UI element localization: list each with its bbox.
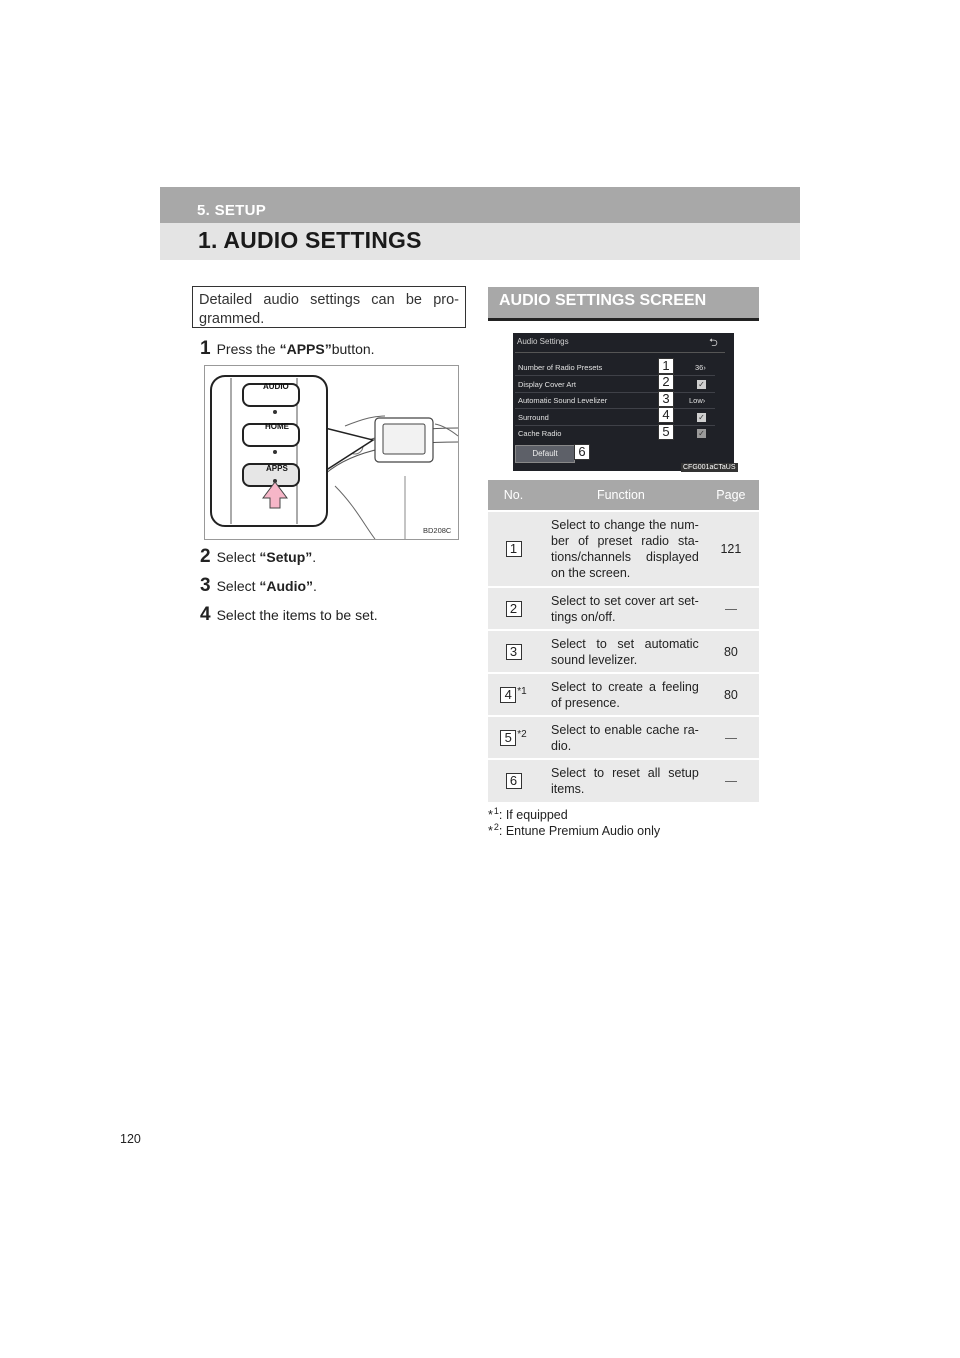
dash-icon <box>725 781 737 782</box>
footnote-mark: * <box>488 824 493 839</box>
step-text-pre: Select <box>216 578 256 594</box>
screen-row-label: Cache Radio <box>518 429 562 438</box>
step-text-post: . <box>313 578 317 594</box>
row-number-cell <box>488 759 539 802</box>
row-page-dash <box>703 716 759 759</box>
row-number-cell <box>488 716 539 759</box>
callout-4: 4 <box>658 407 674 423</box>
row-number: 5 <box>500 730 516 746</box>
col-header-function: Function <box>539 480 703 511</box>
dashboard-drawing <box>205 366 458 539</box>
screen-row-value: Low› <box>689 396 706 405</box>
footnote-text: : If equipped <box>498 808 568 823</box>
divider <box>515 425 715 426</box>
step-keyword: “Audio” <box>259 578 314 594</box>
step-text: Select the items to be set. <box>216 607 378 623</box>
row-page: 121 <box>703 511 759 587</box>
row-number: 1 <box>506 541 522 557</box>
row-number-cell <box>488 630 539 673</box>
row-function: Select to enable cache ra-dio. <box>539 716 703 759</box>
step-number: 2 <box>200 546 211 567</box>
row-number: 6 <box>506 773 522 789</box>
checkbox-checked-icon: ✓ <box>698 380 705 389</box>
page-number: 120 <box>120 1132 141 1146</box>
row-page-dash <box>703 759 759 802</box>
home-button-label: HOME <box>265 422 289 431</box>
page-title: 1. AUDIO SETTINGS <box>198 227 422 253</box>
table-row <box>488 511 759 587</box>
step-3 <box>200 575 317 597</box>
table-row <box>488 587 759 630</box>
table-row <box>488 673 759 716</box>
row-function: Select to set cover art set-tings on/off. <box>539 587 703 630</box>
row-function: Select to set automatic sound levelizer. <box>539 630 703 673</box>
step-number: 4 <box>200 604 211 625</box>
screen-row-value: 36› <box>695 363 706 372</box>
step-text-pre: Select <box>216 549 256 565</box>
apps-button-illustration <box>204 365 459 540</box>
table-row <box>488 630 759 673</box>
back-icon: ⮌ <box>709 337 718 349</box>
callout-2: 2 <box>658 374 674 390</box>
row-number: 2 <box>506 601 522 617</box>
screen-row-label: Surround <box>518 413 549 422</box>
step-1 <box>200 338 375 360</box>
row-function: Select to change the num-ber of preset radio sta-tions/channels displayed on the screen. <box>539 511 703 587</box>
callout-3: 3 <box>658 391 674 407</box>
footnote-number: 2 <box>493 822 499 832</box>
screen-row-label: Number of Radio Presets <box>518 363 603 372</box>
step-number: 3 <box>200 575 211 596</box>
apps-button-label: APPS <box>266 464 288 473</box>
row-function: Select to create a feeling of presence. <box>539 673 703 716</box>
table-row <box>488 759 759 802</box>
step-keyword: “Setup” <box>259 549 313 565</box>
row-function: Select to reset all setup items. <box>539 759 703 802</box>
default-button: Default <box>515 445 575 463</box>
step-4 <box>200 604 378 626</box>
function-table <box>488 480 759 802</box>
section-label: 5. SETUP <box>197 202 267 219</box>
callout-1: 1 <box>658 358 674 374</box>
row-number: 4 <box>500 687 516 703</box>
row-footnote-mark: *2 <box>517 728 527 740</box>
screen-row-label: Display Cover Art <box>518 380 576 389</box>
dash-icon <box>725 738 737 739</box>
audio-settings-screenshot <box>513 333 734 471</box>
footnote-mark: * <box>488 808 493 823</box>
checkbox-checked-icon: ✓ <box>698 413 705 422</box>
callout-6: 6 <box>574 444 590 460</box>
footnote-1 <box>488 806 568 822</box>
row-number-cell <box>488 511 539 587</box>
intro-box: Detailed audio settings can be pro-grammed. <box>192 286 466 328</box>
col-header-no: No. <box>488 480 539 511</box>
audio-settings-screen-heading: AUDIO SETTINGS SCREEN <box>499 292 707 309</box>
screen-title: Audio Settings <box>517 337 569 346</box>
divider <box>515 392 715 393</box>
divider <box>515 408 715 409</box>
col-header-page: Page <box>703 480 759 511</box>
step-text-pre: Press the <box>216 341 276 357</box>
row-page: 80 <box>703 673 759 716</box>
dash-icon <box>725 609 737 610</box>
footnote-number: 1 <box>493 806 499 816</box>
divider <box>515 352 725 353</box>
screenshot-code: CFG001aCTaUS <box>683 464 736 471</box>
step-2 <box>200 546 316 568</box>
row-page: 80 <box>703 630 759 673</box>
divider <box>515 375 715 376</box>
step-keyword: “APPS” <box>279 341 332 357</box>
footnote-text: : Entune Premium Audio only <box>498 824 661 839</box>
row-page-dash <box>703 587 759 630</box>
illustration-code: BD208C <box>423 526 452 535</box>
step-text-post: . <box>312 549 317 565</box>
audio-button-label: AUDIO <box>263 382 289 391</box>
row-number: 3 <box>506 644 522 660</box>
row-footnote-mark: *1 <box>517 685 527 697</box>
row-number-cell <box>488 673 539 716</box>
table-row <box>488 716 759 759</box>
step-text-post: button. <box>331 341 375 357</box>
callout-5: 5 <box>658 424 674 440</box>
screen-row-label: Automatic Sound Levelizer <box>518 396 608 405</box>
footnote-2 <box>488 822 660 838</box>
checkbox-checked-icon: ✓ <box>698 429 705 438</box>
step-number: 1 <box>200 338 211 359</box>
row-number-cell <box>488 587 539 630</box>
